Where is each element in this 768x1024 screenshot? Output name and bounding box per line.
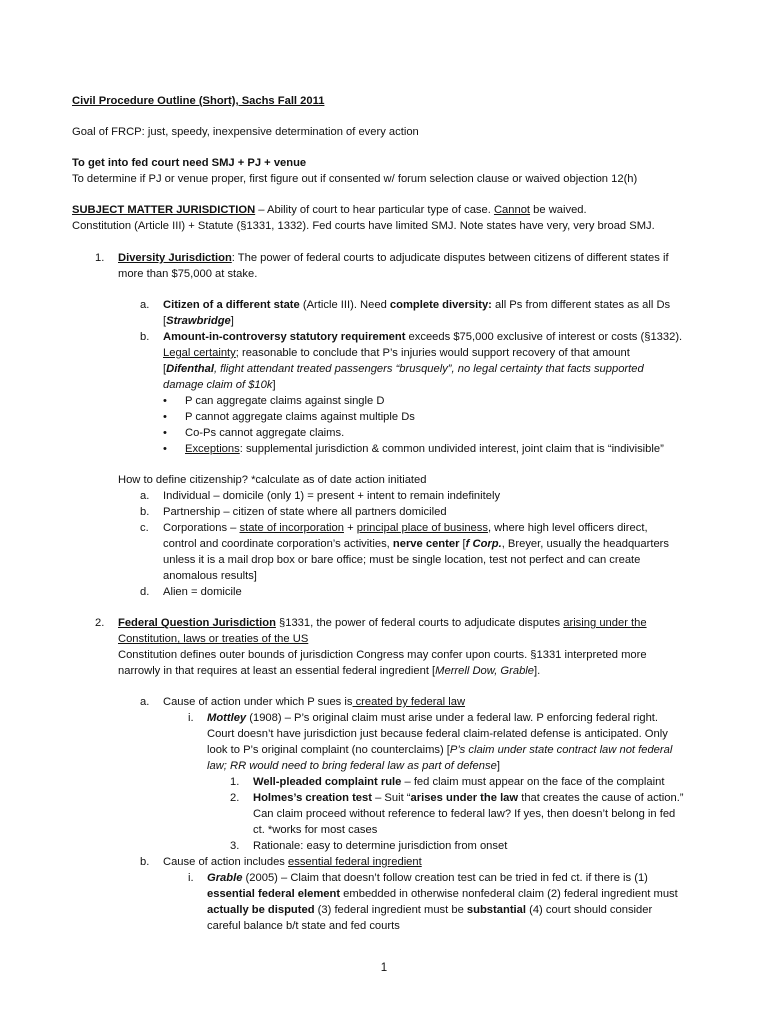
aggregate-bullet: Co-Ps cannot aggregate claims.: [185, 427, 345, 439]
exceptions-bullet: Exceptions: supplemental jurisdiction & common undivided interest, joint claim that is “indivisible”: [185, 443, 664, 455]
diversity-citizen-item: Citizen of a different state (Article III). Need complete diversity: all Ps from different states as all Ds: [163, 299, 671, 311]
citizenship-corporations-line3: unless it is a mail drop box or bare office; must be single location, test not perfect and can create: [163, 554, 641, 566]
list-marker: 1.: [230, 776, 240, 788]
amount-controversy-item: Amount-in-controversy statutory requirement exceeds $75,000 exclusive of interest or costs (§1332).: [163, 331, 683, 343]
citizenship-question: How to define citizenship? *calculate as of date action initiated: [118, 474, 427, 486]
fq-heading: Federal Question Jurisdiction §1331, the power of federal courts to adjudicate disputes arising under the: [118, 617, 647, 629]
difenthal-cite-line2: damage claim of $10k]: [163, 379, 276, 391]
aggregate-bullet: P can aggregate claims against single D: [185, 395, 385, 407]
citizenship-corporations-line2: control and coordinate corporation’s activities, nerve center [f Corp., Breyer, usually the headquarters: [163, 538, 669, 550]
holmes-test-item: Holmes’s creation test – Suit “arises under the law that creates the cause of action.”: [253, 792, 684, 804]
aggregate-bullet: P cannot aggregate claims against multiple Ds: [185, 411, 415, 423]
legal-certainty-line: Legal certainty; reasonable to conclude that P’s injuries would support recovery of that amount: [163, 347, 630, 359]
mottley-line3: look to P’s original complaint (no counterclaims) [P’s claim under state contract law not federal: [207, 744, 673, 756]
fq-heading-line2: Constitution, laws or treaties of the US: [118, 633, 309, 645]
list-marker: i.: [188, 712, 194, 724]
mottley-item: Mottley (1908) – P’s original claim must arise under a federal law. P enforcing federal right.: [207, 712, 659, 724]
citizenship-individual: Individual – domicile (only 1) = present + intent to remain indefinitely: [163, 490, 501, 502]
well-pleaded-rule-item: Well-pleaded complaint rule – fed claim must appear on the face of the complaint: [253, 776, 665, 788]
smj-heading: SUBJECT MATTER JURISDICTION – Ability of court to hear particular type of case. Cannot be waived.: [72, 204, 587, 216]
citizenship-corporations-line4: anomalous results]: [163, 570, 257, 582]
citizenship-partnership: Partnership – citizen of state where all partners domiciled: [163, 506, 447, 518]
fed-court-heading: To get into fed court need SMJ + PJ + venue: [72, 157, 307, 169]
citizenship-corporations: Corporations – state of incorporation + principal place of business, where high level officers direct,: [163, 522, 648, 534]
citizenship-alien: Alien = domicile: [163, 586, 242, 598]
list-marker: b.: [140, 506, 150, 518]
bullet-icon: •: [163, 411, 167, 423]
strawbridge-cite: [Strawbridge]: [163, 315, 234, 327]
fq-constitution-line: Constitution defines outer bounds of jurisdiction Congress may confer upon courts. §1331 interpreted more: [118, 649, 647, 661]
created-by-federal-law-item: Cause of action under which P sues is created by federal law: [163, 696, 466, 708]
fq-narrow-line: narrowly in that requires at least an essential federal ingredient [Merrell Dow, Grable].: [118, 665, 541, 677]
difenthal-cite: [Difenthal, flight attendant treated passengers “brusquely”, no legal certainty that facts supported: [163, 363, 644, 375]
holmes-test-line2: Can claim proceed without reference to federal law? If yes, then doesn’t belong in fed: [253, 808, 676, 820]
document-title: Civil Procedure Outline (Short), Sachs Fall 2011: [72, 95, 325, 107]
diversity-heading: Diversity Jurisdiction: The power of federal courts to adjudicate disputes between citizens of different states if: [118, 252, 669, 264]
list-marker: d.: [140, 586, 150, 598]
fed-court-note: To determine if PJ or venue proper, first figure out if consented w/ forum selection clause or waived objection 12(h): [72, 173, 638, 185]
grable-item: Grable (2005) – Claim that doesn’t follow creation test can be tried in fed ct. if there is (1): [207, 872, 648, 884]
smj-constitution-line: Constitution (Article III) + Statute (§1331, 1332). Fed courts have limited SMJ. Note states have very, very broad SMJ.: [72, 220, 655, 232]
rationale-item: Rationale: easy to determine jurisdiction from onset: [253, 840, 508, 852]
bullet-icon: •: [163, 427, 167, 439]
bullet-icon: •: [163, 443, 167, 455]
list-marker: a.: [140, 490, 150, 502]
page-number: 1: [380, 962, 388, 974]
list-marker: i.: [188, 872, 194, 884]
list-number: 2.: [95, 617, 105, 629]
diversity-def-line2: more than $75,000 at stake.: [118, 268, 258, 280]
holmes-test-line3: ct. *works for most cases: [253, 824, 378, 836]
list-marker: b.: [140, 331, 150, 343]
goal-line: Goal of FRCP: just, speedy, inexpensive determination of every action: [72, 126, 419, 138]
essential-ingredient-item: Cause of action includes essential federal ingredient: [163, 856, 422, 868]
grable-line3: actually be disputed (3) federal ingredient must be substantial (4) court should consider: [207, 904, 653, 916]
list-marker: a.: [140, 299, 150, 311]
mottley-line4: law; RR would need to bring federal law as part of defense]: [207, 760, 500, 772]
list-marker: a.: [140, 696, 150, 708]
grable-line4: careful balance b/t state and fed courts: [207, 920, 400, 932]
bullet-icon: •: [163, 395, 167, 407]
grable-line2: essential federal element embedded in otherwise nonfederal claim (2) federal ingredient must: [207, 888, 678, 900]
list-marker: 2.: [230, 792, 240, 804]
list-marker: b.: [140, 856, 150, 868]
list-marker: 3.: [230, 840, 240, 852]
mottley-line2: Court doesn’t have jurisdiction just because federal claim-related defense is anticipated. Only: [207, 728, 668, 740]
list-number: 1.: [95, 252, 105, 264]
list-marker: c.: [140, 522, 149, 534]
